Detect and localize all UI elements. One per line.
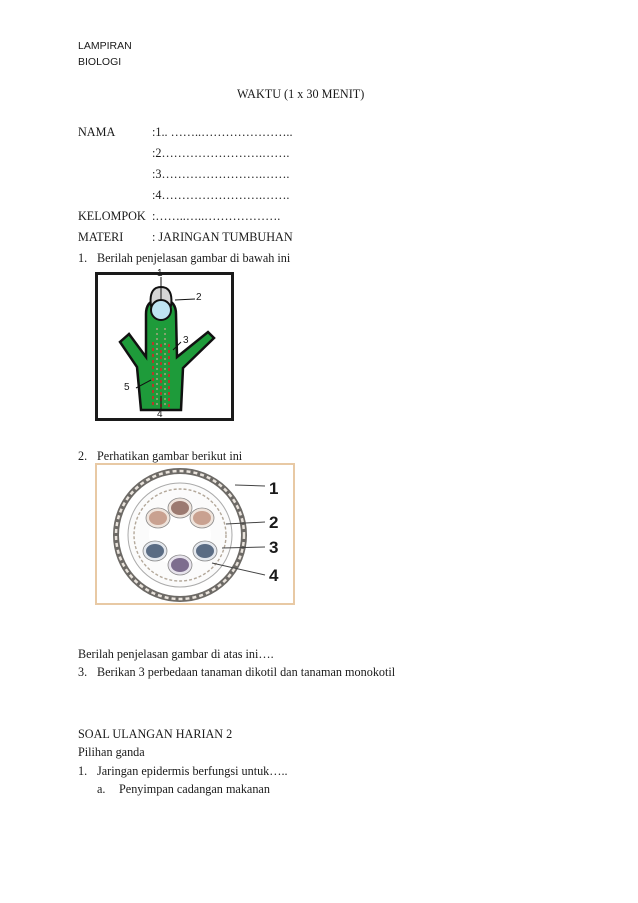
- name-line-2: :2…………………….…….: [152, 146, 290, 160]
- q3-text: Berikan 3 perbedaan tanaman dikotil dan tanaman monokotil: [97, 665, 396, 679]
- name-line-1: :1.. ……..…………………..: [152, 125, 293, 139]
- subject-value: : JARINGAN TUMBUHAN: [152, 230, 293, 244]
- fig1-label-2: 2: [196, 292, 202, 303]
- name-line-4: :4…………………….…….: [152, 188, 290, 202]
- q2-followup: Berilah penjelasan gambar di atas ini….: [78, 647, 274, 661]
- fig2-label-4: 4: [269, 566, 279, 585]
- fig1-label-5: 5: [124, 382, 130, 393]
- fig1-label-3: 3: [183, 335, 189, 346]
- exam-q1-number: 1.: [78, 764, 88, 778]
- group-value: :……..…..……………….: [152, 209, 281, 223]
- exam-q1-text: Jaringan epidermis berfungsi untuk…..: [97, 764, 288, 778]
- header-biologi: BIOLOGI: [78, 56, 122, 68]
- q1-number: 1.: [78, 251, 88, 265]
- time-heading: WAKTU (1 x 30 MENIT): [237, 87, 365, 101]
- exam-q1-option-a-text: Penyimpan cadangan makanan: [119, 782, 270, 796]
- q1-text: Berilah penjelasan gambar di bawah ini: [97, 251, 291, 265]
- fig2-label-2: 2: [269, 513, 279, 532]
- name-line-3: :3…………………….…….: [152, 167, 290, 181]
- exam-q1-option-a-letter: a.: [97, 782, 106, 796]
- exam-subtitle: Pilihan ganda: [78, 745, 145, 759]
- q2-text: Perhatikan gambar berikut ini: [97, 449, 243, 463]
- fig2-label-1: 1: [269, 479, 279, 498]
- q2-number: 2.: [78, 449, 88, 463]
- q3-number: 3.: [78, 665, 88, 679]
- fig2-label-3: 3: [269, 538, 279, 557]
- exam-title: SOAL ULANGAN HARIAN 2: [78, 727, 233, 741]
- fig1-label-4: 4: [157, 409, 163, 420]
- group-label: KELOMPOK: [78, 209, 146, 223]
- name-label: NAMA: [78, 125, 116, 139]
- shoot-apex-figure: [95, 272, 235, 422]
- subject-label: MATERI: [78, 230, 124, 244]
- stem-cross-section-figure: [95, 463, 295, 605]
- fig1-label-1: 1: [157, 268, 163, 279]
- header-lampiran: LAMPIRAN: [78, 40, 132, 52]
